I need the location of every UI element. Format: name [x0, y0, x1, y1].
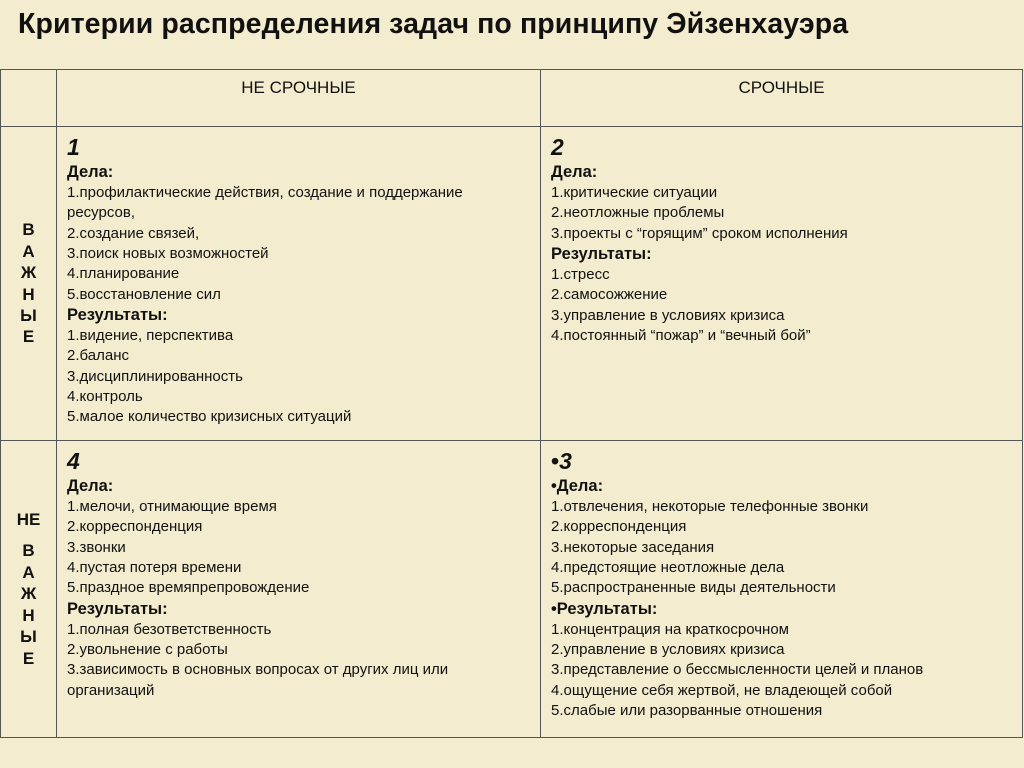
list-item: 2.корреспонденция — [67, 518, 203, 536]
list-item: 4.планирование — [67, 265, 180, 283]
row-letter: Ы — [20, 305, 37, 325]
eisenhower-matrix-table — [0, 69, 1023, 738]
list-item: 2.корреспонденция — [551, 518, 687, 536]
tasks-label: Дела: — [556, 477, 604, 496]
quadrant-number: 3 — [559, 448, 572, 474]
quadrant-2 — [541, 127, 1023, 441]
list-item: 4.контроль — [67, 388, 143, 406]
list-item: 2.неотложные проблемы — [551, 204, 725, 222]
list-item: 1.критические ситуации — [551, 183, 718, 201]
bullet-icon: • — [551, 477, 557, 496]
list-item: 4.пустая потеря времени — [67, 559, 242, 577]
list-item: 1.концентрация на краткосрочном — [551, 620, 789, 638]
list-item: 3.дисциплинированность — [67, 367, 243, 385]
list-item: 5.малое количество кризисных ситуаций — [67, 408, 352, 426]
list-item: 5.праздное времяпрепровождение — [67, 579, 310, 597]
quadrant-number: 2 — [551, 134, 564, 160]
row-letter: Ж — [20, 263, 37, 283]
row-letter: Ы — [20, 627, 37, 647]
results-label: Результаты: — [551, 245, 652, 264]
column-header-not-urgent-label: НЕ СРОЧНЫЕ — [241, 78, 356, 97]
row-letter: А — [22, 241, 35, 261]
list-item: 5.восстановление сил — [67, 285, 221, 303]
quadrant-3 — [541, 441, 1023, 738]
list-item: 3.проекты с “горящим” сроком исполнения — [551, 224, 848, 242]
row-letter: В — [22, 541, 35, 561]
row-header-not-important — [1, 441, 57, 738]
tasks-label: Дела: — [67, 477, 114, 496]
list-item: 3.некоторые заседания — [551, 538, 715, 556]
list-item: 2.увольнение с работы — [67, 640, 228, 658]
column-header-urgent-label: СРОЧНЫЕ — [738, 78, 825, 97]
list-item: 3.зависимость в основных вопросах от других лиц или организаций — [67, 661, 449, 699]
quadrant-4 — [57, 441, 541, 738]
list-item: 1.мелочи, отнимающие время — [67, 497, 277, 515]
list-item: 2.создание связей, — [67, 224, 200, 242]
quadrant-1 — [57, 127, 541, 441]
row-letter: Е — [22, 648, 35, 668]
list-item: 2.управление в условиях кризиса — [551, 640, 785, 658]
tasks-label: Дела: — [551, 163, 598, 182]
list-item: 3.управление в условиях кризиса — [551, 306, 785, 324]
column-header-urgent — [541, 70, 1023, 127]
results-label: Результаты: — [67, 306, 168, 325]
tasks-label: Дела: — [67, 163, 114, 182]
row-header-important — [1, 127, 57, 441]
list-item: 1.стресс — [551, 265, 610, 283]
list-item: 1.видение, перспектива — [67, 326, 234, 344]
row-letter: Е — [22, 327, 35, 347]
list-item: 5.распространенные виды деятельности — [551, 579, 836, 597]
quadrant-number: 4 — [67, 448, 80, 474]
row-letter: А — [22, 562, 35, 582]
corner-cell — [1, 70, 57, 127]
list-item: 1.полная безответственность — [67, 620, 272, 638]
page-title: Критерии распределения задач по принципу Эйзенхауэра — [18, 8, 849, 40]
quadrant-number: 1 — [67, 134, 80, 160]
list-item: 1.профилактические действия, создание и поддержание ресурсов, — [67, 183, 463, 222]
row-letter: В — [22, 220, 35, 240]
results-label-row — [551, 599, 1014, 620]
list-item: 4.предстоящие неотложные дела — [551, 559, 785, 577]
list-item: 2.самосожжение — [551, 286, 668, 304]
list-item: 3.поиск новых возможностей — [67, 245, 269, 263]
bullet-icon: • — [551, 599, 557, 618]
bullet-icon: • — [551, 448, 560, 474]
list-item: 3.звонки — [67, 538, 126, 556]
row-prefix: НЕ — [16, 510, 41, 530]
list-item: 5.слабые или разорванные отношения — [551, 702, 823, 720]
list-item: 3.представление о бессмысленности целей и планов — [551, 661, 924, 679]
tasks-label-row — [551, 476, 1014, 497]
row-letter: Ж — [20, 584, 37, 604]
list-item: 4.постоянный “пожар” и “вечный бой” — [551, 326, 811, 344]
quadrant-number-row — [551, 449, 1014, 474]
list-item: 1.отвлечения, некоторые телефонные звонки — [551, 497, 869, 515]
results-label: Результаты: — [67, 599, 168, 618]
row-letter: Н — [22, 284, 35, 304]
row-header-important-label — [1, 219, 56, 347]
column-header-not-urgent — [57, 70, 541, 127]
row-letter: Н — [22, 605, 35, 625]
list-item: 4.ощущение себя жертвой, не владеющей собой — [551, 681, 893, 699]
list-item: 2.баланс — [67, 347, 129, 365]
results-label: Результаты: — [556, 599, 658, 618]
row-header-not-important-label — [1, 509, 56, 669]
spacer — [1, 530, 56, 540]
